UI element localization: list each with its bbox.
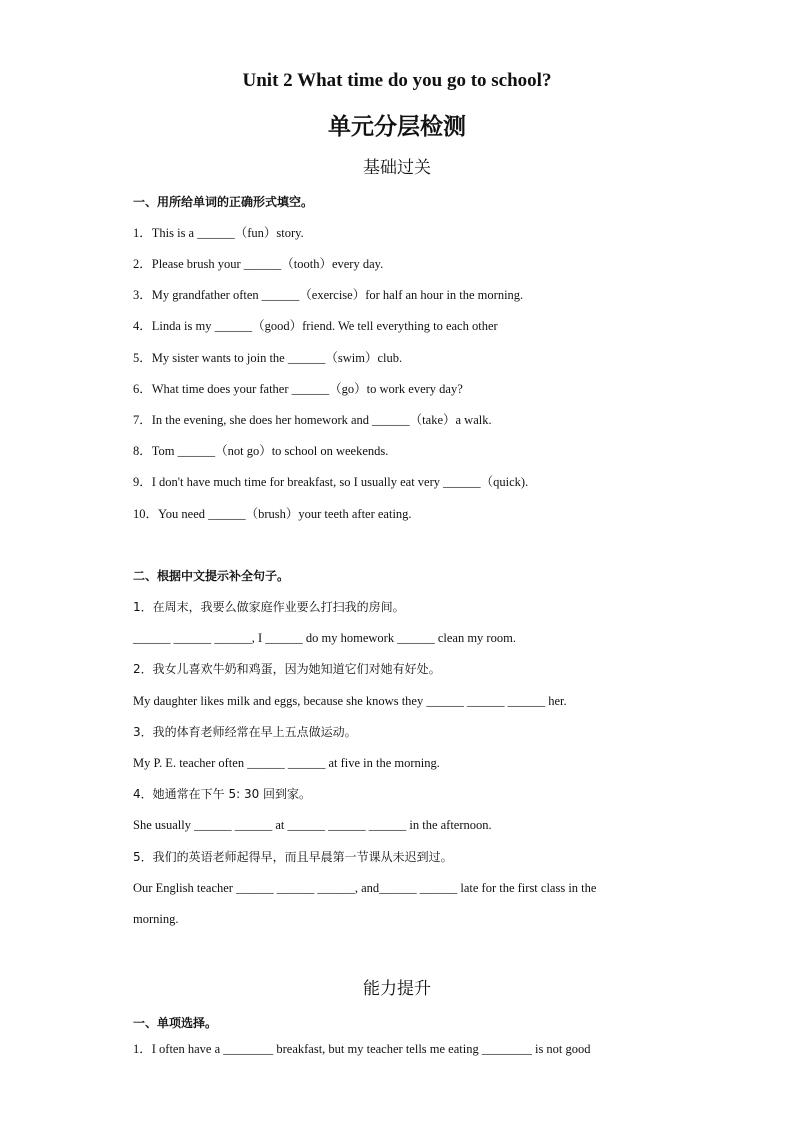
question-item: 2．Please brush your ______（tooth）every day. <box>133 257 384 271</box>
english-sentence: My P. E. teacher often ______ ______ at five in the morning. <box>133 756 440 770</box>
chinese-prompt: 4．她通常在下午 5: 30 回到家。 <box>133 787 312 801</box>
question-item: 3．My grandfather often ______（exercise）for half an hour in the morning. <box>133 288 524 302</box>
english-sentence: Our English teacher ______ ______ ______, and______ ______ late for the first class in the <box>133 881 597 895</box>
chinese-prompt: 1．在周末，我要么做家庭作业要么打扫我的房间。 <box>133 600 405 614</box>
part-heading-multiple-choice: 一、单项选择。 <box>133 1016 218 1030</box>
question-item: 8．Tom ______（not go）to school on weekends. <box>133 444 389 458</box>
question-item: 6．What time does your father ______（go）to work every day? <box>133 382 463 396</box>
english-sentence: ______ ______ ______, I ______ do my homework ______ clean my room. <box>133 631 516 645</box>
part-heading-complete-sentences: 二、根据中文提示补全句子。 <box>133 569 290 583</box>
document-subtitle: 单元分层检测 <box>328 114 466 140</box>
question-item: 10．You need ______（brush）your teeth after eating. <box>133 507 412 521</box>
section-title-basic: 基础过关 <box>363 158 431 178</box>
section-title-advanced: 能力提升 <box>363 979 431 999</box>
english-sentence: She usually ______ ______ at ______ ______ ______ in the afternoon. <box>133 818 492 832</box>
chinese-prompt: 5．我们的英语老师起得早，而且早晨第一节课从未迟到过。 <box>133 850 453 864</box>
question-item: 4．Linda is my ______（good）friend. We tell everything to each other <box>133 319 498 333</box>
part-heading-fill-blanks: 一、用所给单词的正确形式填空。 <box>133 195 314 209</box>
question-item: 5．My sister wants to join the ______（swim）club. <box>133 351 403 365</box>
question-item: 9．I don't have much time for breakfast, so I usually eat very ______（quick). <box>133 475 529 489</box>
question-item: 7．In the evening, she does her homework and ______（take）a walk. <box>133 413 492 427</box>
chinese-prompt: 2．我女儿喜欢牛奶和鸡蛋，因为她知道它们对她有好处。 <box>133 662 441 676</box>
english-sentence-continued: morning. <box>133 912 179 926</box>
question-item: 1．I often have a ________ breakfast, but my teacher tells me eating ________ is not good <box>133 1042 591 1056</box>
document-title: Unit 2 What time do you go to school? <box>242 70 552 91</box>
question-item: 1．This is a ______（fun）story. <box>133 226 304 240</box>
chinese-prompt: 3．我的体育老师经常在早上五点做运动。 <box>133 725 357 739</box>
english-sentence: My daughter likes milk and eggs, because she knows they ______ ______ ______ her. <box>133 694 567 708</box>
